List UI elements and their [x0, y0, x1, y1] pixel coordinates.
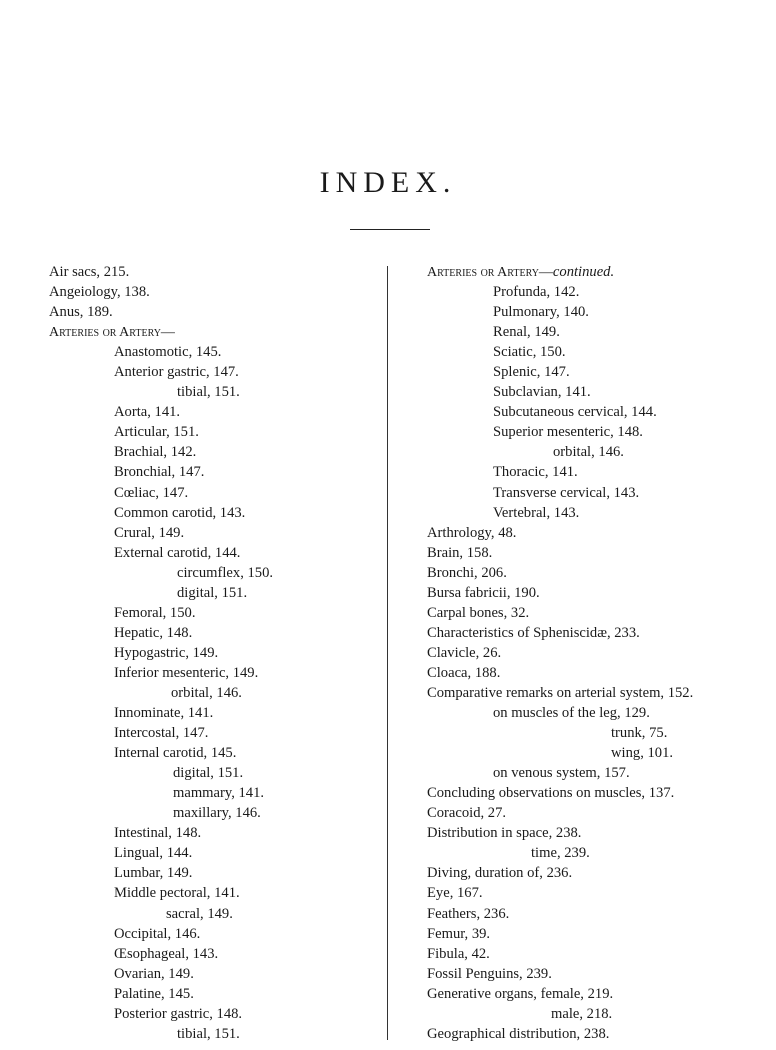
index-entry [427, 282, 767, 302]
index-entry-text: Subcutaneous cervical, 144. [493, 404, 657, 421]
index-entry [427, 783, 767, 803]
index-entry [49, 763, 379, 783]
index-entry [427, 362, 767, 382]
index-entry [427, 543, 767, 563]
index-entry-text: time, 239. [531, 845, 590, 862]
index-entry [49, 944, 379, 964]
index-entry-text: Palatine, 145. [114, 985, 194, 1002]
index-entry [427, 703, 767, 723]
index-entry [427, 944, 767, 964]
index-entry [49, 703, 379, 723]
index-entry-text: Generative organs, female, 219. [427, 985, 614, 1002]
index-entry [427, 863, 767, 883]
index-entry-text: Cloaca, 188. [427, 664, 501, 681]
index-entry-text: Femur, 39. [427, 925, 491, 942]
index-entry [49, 362, 379, 382]
index-entry [49, 382, 379, 402]
index-entry-text: Intestinal, 148. [114, 825, 202, 842]
index-entry [427, 422, 767, 442]
index-entry-text: on muscles of the leg, 129. [493, 705, 650, 722]
index-entry-text: Feathers, 236. [427, 905, 510, 922]
index-entry [427, 643, 767, 663]
index-entry [49, 863, 379, 883]
index-entry-text: Air sacs, 215. [49, 264, 130, 280]
index-entry-text: on venous system, 157. [493, 765, 630, 782]
index-entry [49, 563, 379, 583]
index-entry [49, 543, 379, 563]
index-entry-text: External carotid, 144. [114, 544, 241, 561]
index-entry-text: Coracoid, 27. [427, 805, 507, 822]
page-title: INDEX. [319, 166, 457, 199]
index-entry [427, 523, 767, 543]
index-entry-text: Splenic, 147. [493, 364, 570, 381]
index-entry [49, 462, 379, 482]
index-entry-text: digital, 151. [177, 584, 248, 601]
index-entry-text: tibial, 151. [177, 384, 240, 401]
index-entry [427, 322, 767, 342]
index-entry-text: Anus, 189. [49, 304, 113, 321]
index-entry-text: Lumbar, 149. [114, 865, 193, 882]
index-entry [49, 523, 379, 543]
index-entry-text: Arteries or Artery— [49, 325, 175, 341]
index-entry [427, 883, 767, 903]
index-entry [427, 984, 767, 1004]
index-entry [427, 743, 767, 763]
index-entry-text: Distribution in space, 238. [427, 825, 582, 842]
index-entry-text: Articular, 151. [114, 424, 199, 441]
index-entry-text: Brain, 158. [427, 544, 493, 561]
index-entry-text: Ovarian, 149. [114, 965, 194, 982]
index-entry [427, 483, 767, 503]
index-entry-text: orbital, 146. [171, 684, 242, 701]
index-entry-text: orbital, 146. [553, 444, 624, 461]
index-entry [427, 623, 767, 643]
index-entry-text: Occipital, 146. [114, 925, 201, 942]
index-entry-text: Crural, 149. [114, 524, 185, 541]
index-entry-text: Renal, 149. [493, 324, 560, 341]
index-entry [427, 904, 767, 924]
index-entry [49, 984, 379, 1004]
index-entry-text: Subclavian, 141. [493, 384, 591, 401]
index-entry [427, 683, 767, 703]
index-entry-text: Geographical distribution, 238. [427, 1025, 610, 1042]
index-entry-text: sacral, 149. [166, 905, 233, 922]
index-entry [49, 964, 379, 984]
index-entry-text: digital, 151. [173, 765, 244, 782]
index-entry [49, 483, 379, 503]
index-entry-text: Clavicle, 26. [427, 644, 502, 661]
index-entry-text: Brachial, 142. [114, 444, 197, 461]
index-entry [49, 342, 379, 362]
index-entry [427, 843, 767, 863]
index-entry [49, 663, 379, 683]
index-entry-text: Fossil Penguins, 239. [427, 965, 552, 982]
index-entry [427, 823, 767, 843]
index-entry [49, 803, 379, 823]
index-entry-text: Lingual, 144. [114, 845, 193, 862]
index-entry-text: Internal carotid, 145. [114, 745, 237, 762]
index-entry-text: Angeiology, 138. [49, 284, 150, 301]
index-entry [427, 1004, 767, 1024]
index-entry-text: Sciatic, 150. [493, 344, 566, 361]
index-entry [427, 402, 767, 422]
index-entry-text: Pulmonary, 140. [493, 304, 589, 321]
index-entry-text: Middle pectoral, 141. [114, 885, 240, 902]
index-entry [49, 743, 379, 763]
index-entry-text: Transverse cervical, 143. [493, 484, 640, 501]
index-entry-text: tibial, 151. [177, 1025, 240, 1042]
index-entry [49, 904, 379, 924]
index-entry-text: Profunda, 142. [493, 284, 580, 301]
index-column-left [49, 262, 379, 1044]
index-entry-text: Inferior mesenteric, 149. [114, 664, 259, 681]
index-entry-text: maxillary, 146. [173, 805, 261, 822]
index-entry [427, 382, 767, 402]
index-entry [49, 503, 379, 523]
index-entry [49, 883, 379, 903]
column-divider [387, 266, 388, 1040]
index-entry [49, 623, 379, 643]
index-entry [49, 442, 379, 462]
index-entry [49, 282, 379, 302]
index-entry-text: Hepatic, 148. [114, 624, 193, 641]
index-entry [49, 583, 379, 603]
index-entry [49, 1024, 379, 1044]
index-entry [49, 823, 379, 843]
index-entry-text: mammary, 141. [173, 785, 265, 802]
index-entry [427, 803, 767, 823]
index-entry [49, 402, 379, 422]
index-entry [427, 583, 767, 603]
index-entry-text: Aorta, 141. [114, 404, 181, 421]
index-entry-text: Intercostal, 147. [114, 725, 209, 742]
index-entry-text: Cœliac, 147. [114, 484, 189, 501]
index-entry [427, 603, 767, 623]
index-entry [427, 262, 767, 282]
index-entry [49, 302, 379, 322]
index-entry-text: Bronchial, 147. [114, 464, 205, 481]
index-entry [427, 1024, 767, 1044]
index-entry [427, 302, 767, 322]
index-entry-text: wing, 101. [611, 745, 674, 762]
index-entry [427, 442, 767, 462]
index-column-right [427, 262, 767, 1044]
index-entry [427, 723, 767, 743]
index-entry [427, 563, 767, 583]
index-entry-text: Common carotid, 143. [114, 504, 246, 521]
index-entry [427, 462, 767, 482]
title-rule [350, 229, 430, 230]
index-entry-text: Diving, duration of, 236. [427, 865, 573, 882]
index-entry [49, 723, 379, 743]
index-entry [49, 683, 379, 703]
index-entry [49, 843, 379, 863]
index-entry-text: Arthrology, 48. [427, 524, 517, 541]
index-entry-text: Carpal bones, 32. [427, 604, 530, 621]
index-entry-text: Œsophageal, 143. [114, 945, 219, 962]
index-entry-text: Innominate, 141. [114, 705, 214, 722]
index-entry-text: male, 218. [551, 1005, 613, 1022]
index-entry [49, 783, 379, 803]
index-entry [427, 924, 767, 944]
index-entry-text: Hypogastric, 149. [114, 644, 219, 661]
index-entry-text: Concluding observations on muscles, 137. [427, 785, 675, 802]
index-entry [427, 342, 767, 362]
index-entry-text: circumflex, 150. [177, 564, 274, 581]
index-entry-text: Bursa fabricii, 190. [427, 584, 540, 601]
index-entry [49, 643, 379, 663]
index-entry-text: Comparative remarks on arterial system, 152. [427, 684, 694, 701]
index-entry-text: Arteries or Artery— [427, 265, 553, 280]
index-entry [427, 663, 767, 683]
index-entry-text: trunk, 75. [611, 725, 668, 742]
index-entry-text: Vertebral, 143. [493, 504, 580, 521]
index-entry-text: Superior mesenteric, 148. [493, 424, 643, 441]
index-entry [49, 322, 379, 342]
index-entry-text: Eye, 167. [427, 885, 483, 902]
index-entry [49, 262, 379, 282]
index-entry-text: Characteristics of Spheniscidæ, 233. [427, 624, 640, 641]
index-entry [427, 964, 767, 984]
index-entry-continued: continued. [552, 264, 615, 280]
index-entry [49, 603, 379, 623]
index-entry-text: Thoracic, 141. [493, 464, 578, 481]
index-entry-text: Bronchi, 206. [427, 564, 507, 581]
index-entry [49, 924, 379, 944]
index-entry [427, 503, 767, 523]
index-entry-text: Anterior gastric, 147. [114, 364, 239, 381]
index-entry [427, 763, 767, 783]
index-entry-text: Femoral, 150. [114, 604, 196, 621]
index-entry [49, 422, 379, 442]
index-entry [49, 1004, 379, 1024]
index-entry-text: Posterior gastric, 148. [114, 1005, 243, 1022]
index-entry-text: Fibula, 42. [427, 945, 490, 962]
index-entry-text: Anastomotic, 145. [114, 344, 222, 361]
